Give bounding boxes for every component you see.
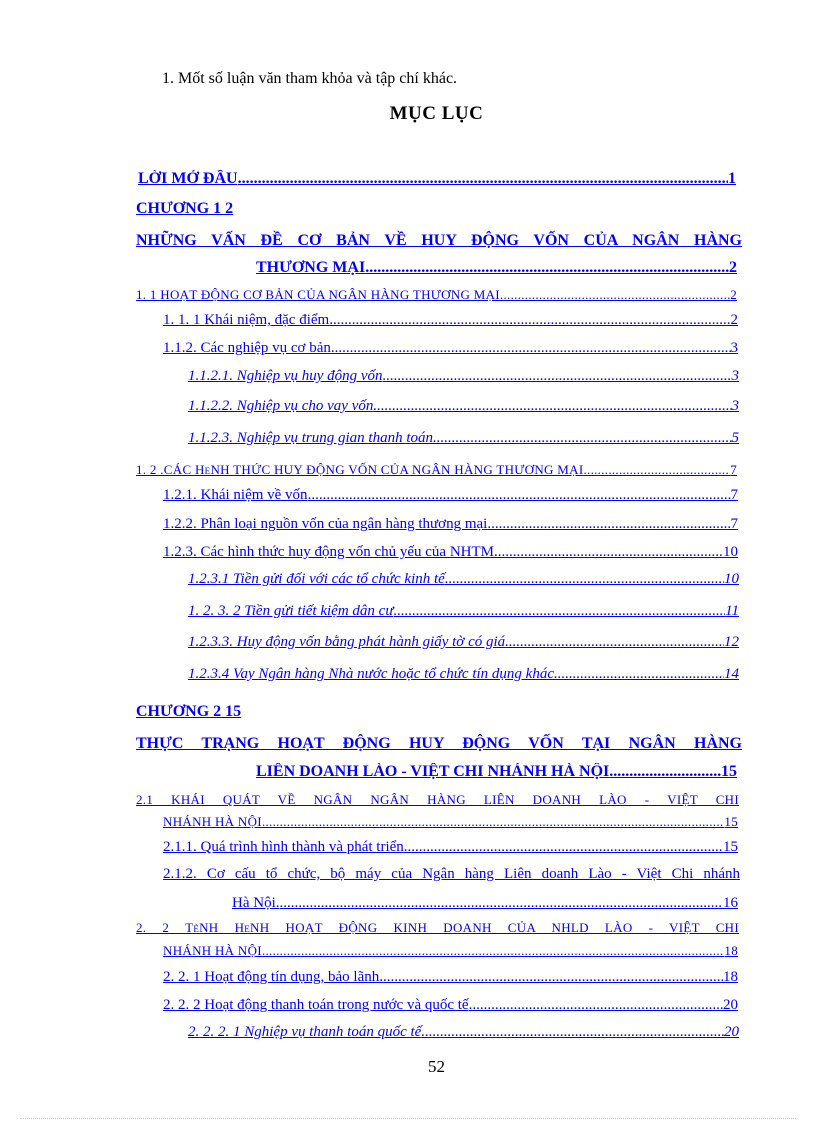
toc-section-1-2-3-3[interactable] <box>188 634 739 651</box>
toc-entry-text: 1.1.2.1. Nghiệp vụ huy động vốn <box>188 368 383 384</box>
toc-leader-dots <box>609 763 721 781</box>
toc-leader-dots <box>469 997 723 1014</box>
toc-page-number: 10 <box>724 571 739 587</box>
toc-page-number: 3 <box>731 368 739 384</box>
toc-section-2-1[interactable]: 2.1 KHÁI QUÁT VỀ NGÂN NGÂN HÀNG LIÊN DOANH LÀO - VIỆT CHI <box>136 792 739 807</box>
toc-section-1-1-2-3[interactable] <box>188 430 739 447</box>
toc-chapter-1-label[interactable]: CHƯƠNG 1 2 <box>136 200 234 217</box>
toc-entry-text: NHÁNH HÀ NỘI <box>163 814 262 829</box>
toc-entry-text: 2. 2. 2 Hoạt động thanh toán trong nước và quốc tế <box>163 997 469 1013</box>
toc-entry-text: 2. 2. 2. 1 Nghiệp vụ thanh toán quốc tế <box>188 1024 422 1040</box>
toc-leader-dots <box>394 603 726 620</box>
toc-page-number: 2 <box>730 287 737 302</box>
toc-section-1-2-3-1[interactable] <box>188 571 739 588</box>
reference-item: 1. Mốt số luận văn tham khỏa và tập chí khác. <box>162 70 458 87</box>
toc-leader-dots <box>494 544 723 561</box>
toc-entry-text: 2.1.1. Quá trình hình thành và phát triển <box>163 839 404 855</box>
toc-section-1-1-1[interactable] <box>163 312 738 329</box>
toc-page-number: 20 <box>724 1024 739 1040</box>
toc-chapter-2-label[interactable]: CHƯƠNG 2 15 <box>136 703 242 720</box>
toc-leader-dots <box>500 287 730 303</box>
toc-entry-loi-mo-dau[interactable] <box>138 170 736 188</box>
toc-entry-text: 1. 2. 3. 2 Tiền gửi tiết kiệm dân cư <box>188 603 394 619</box>
toc-section-1-2[interactable] <box>136 462 737 478</box>
toc-entry-text: LIÊN DOANH LÀO - VIỆT CHI NHÁNH HÀ NỘI <box>256 763 610 780</box>
toc-entry-text: NHÁNH HÀ NỘI <box>163 943 262 958</box>
toc-leader-dots <box>238 170 728 188</box>
toc-page-number: 18 <box>723 969 738 985</box>
toc-section-1-1[interactable] <box>136 287 737 303</box>
toc-page-number: 12 <box>724 634 739 650</box>
toc-chapter-1-title-cont[interactable] <box>256 259 737 277</box>
toc-entry-text: 1.2.2. Phân loại nguồn vốn của ngân hàng thương mại <box>163 516 488 532</box>
toc-page-number: 20 <box>723 997 738 1013</box>
toc-leader-dots <box>383 368 732 385</box>
toc-leader-dots <box>373 398 731 415</box>
toc-leader-dots <box>421 1024 724 1041</box>
toc-section-2-1-2-cont[interactable] <box>232 895 738 912</box>
toc-section-2-1-1[interactable] <box>163 839 738 856</box>
toc-chapter-2-title-cont[interactable] <box>256 763 737 781</box>
toc-leader-dots <box>404 839 723 856</box>
toc-page-number: 1 <box>728 170 736 187</box>
page-title: MỤC LỤC <box>389 103 484 124</box>
toc-entry-text: 1.2.3.1 Tiền gửi đối với các tổ chức kinh tế <box>188 571 445 587</box>
toc-section-2-1-2[interactable]: 2.1.2. Cơ cấu tổ chức, bộ máy của Ngân hàng Liên doanh Lào - Việt Chi nhánh <box>163 866 740 882</box>
toc-section-1-1-2-2[interactable] <box>188 398 739 415</box>
toc-page-number: 18 <box>724 943 738 958</box>
toc-leader-dots <box>554 666 724 683</box>
toc-entry-text: 1.2.3.4 Vay Ngân hàng Nhà nước hoặc tổ chức tín dụng khác <box>188 666 554 682</box>
toc-chapter-1-title[interactable]: NHỮNG VẤN ĐỀ CƠ BẢN VỀ HUY ĐỘNG VỐN CỦA NGÂN HÀNG <box>136 232 742 249</box>
toc-entry-text: 1.1.2. Các nghiệp vụ cơ bản <box>163 340 331 356</box>
toc-page-number: 15 <box>724 814 738 829</box>
toc-section-1-1-2[interactable] <box>163 340 738 357</box>
toc-leader-dots <box>262 814 724 830</box>
toc-entry-text: THƯƠNG MẠI <box>256 259 366 276</box>
toc-page-number: 14 <box>724 666 739 682</box>
toc-page-number: 16 <box>723 895 738 911</box>
toc-page-number: 7 <box>730 516 738 532</box>
toc-page-number: 3 <box>731 398 739 414</box>
toc-chapter-2-title[interactable]: THỰC TRẠNG HOẠT ĐỘNG HUY ĐỘNG VỐN TẠI NGÂN HÀNG <box>136 735 742 752</box>
toc-page-number: 3 <box>730 340 738 356</box>
toc-section-2-1-cont[interactable] <box>163 814 738 830</box>
toc-section-1-2-1[interactable] <box>163 487 738 504</box>
toc-entry-text: 2. 2. 1 Hoạt động tín dụng, bảo lãnh <box>163 969 380 985</box>
page-number: 52 <box>428 1057 445 1076</box>
toc-section-1-2-3-4[interactable] <box>188 666 739 683</box>
toc-entry-text: 1. 1. 1 Khái niệm, đặc điểm <box>163 312 330 328</box>
toc-entry-text: 1.2.3. Các hình thức huy động vốn chủ yếu của NHTM <box>163 544 494 560</box>
toc-leader-dots <box>583 462 730 478</box>
toc-section-2-2-cont[interactable] <box>163 943 738 959</box>
toc-section-1-2-3-2[interactable] <box>188 603 739 620</box>
toc-leader-dots <box>365 259 729 277</box>
toc-leader-dots <box>308 487 731 504</box>
toc-section-1-2-2[interactable] <box>163 516 738 533</box>
toc-leader-dots <box>331 340 731 357</box>
toc-page-number: 2 <box>730 312 738 328</box>
toc-page-number: 2 <box>729 259 737 276</box>
toc-page-number: 5 <box>731 430 739 446</box>
toc-section-1-1-2-1[interactable] <box>188 368 739 385</box>
toc-page-number: 10 <box>723 544 738 560</box>
toc-page-number: 11 <box>725 603 739 619</box>
toc-leader-dots <box>487 516 730 533</box>
toc-entry-text: Hà Nội. <box>232 895 280 911</box>
toc-page-number: 15 <box>721 763 737 780</box>
toc-entry-text: 1.1.2.2. Nghiệp vụ cho vay vốn <box>188 398 374 414</box>
page-divider <box>20 1118 796 1119</box>
toc-leader-dots <box>445 571 724 588</box>
toc-section-2-2-2-1[interactable] <box>188 1024 739 1041</box>
toc-entry-text: 1.1.2.3. Nghiệp vụ trung gian thanh toán <box>188 430 433 446</box>
toc-entry-text: 1.2.1. Khái niệm về vốn <box>163 487 308 503</box>
toc-entry-text: 1.2.3.3. Huy động vốn bằng phát hành giấy tờ có giá <box>188 634 506 650</box>
toc-section-1-2-3[interactable] <box>163 544 738 561</box>
toc-leader-dots <box>505 634 724 651</box>
toc-section-2-2-1[interactable] <box>163 969 738 986</box>
toc-page-number: 15 <box>723 839 738 855</box>
toc-entry-text: 1. 1 HOẠT ĐỘNG CƠ BẢN CỦA NGÂN HÀNG THƯƠNG MẠI <box>136 287 500 302</box>
toc-entry-text: 1. 2 .CÁC HeNH THỨC HUY ĐỘNG VỐN CỦA NGÂN HÀNG THƯƠNG MẠI <box>136 462 584 477</box>
toc-entry-text: LỜI MỞ ĐẦU <box>138 170 238 187</box>
toc-leader-dots <box>280 895 724 912</box>
toc-leader-dots <box>379 969 723 986</box>
toc-leader-dots <box>262 943 724 959</box>
toc-page-number: 7 <box>730 487 738 503</box>
toc-leader-dots <box>433 430 732 447</box>
toc-section-2-2-2[interactable] <box>163 997 738 1014</box>
toc-page-number: 7 <box>730 462 737 477</box>
toc-leader-dots <box>329 312 730 329</box>
toc-section-2-2[interactable]: 2. 2 TèNH HeNH HOẠT ĐỘNG KINH DOANH CỦA NHLD LÀO - VIỆT CHI <box>136 920 739 935</box>
